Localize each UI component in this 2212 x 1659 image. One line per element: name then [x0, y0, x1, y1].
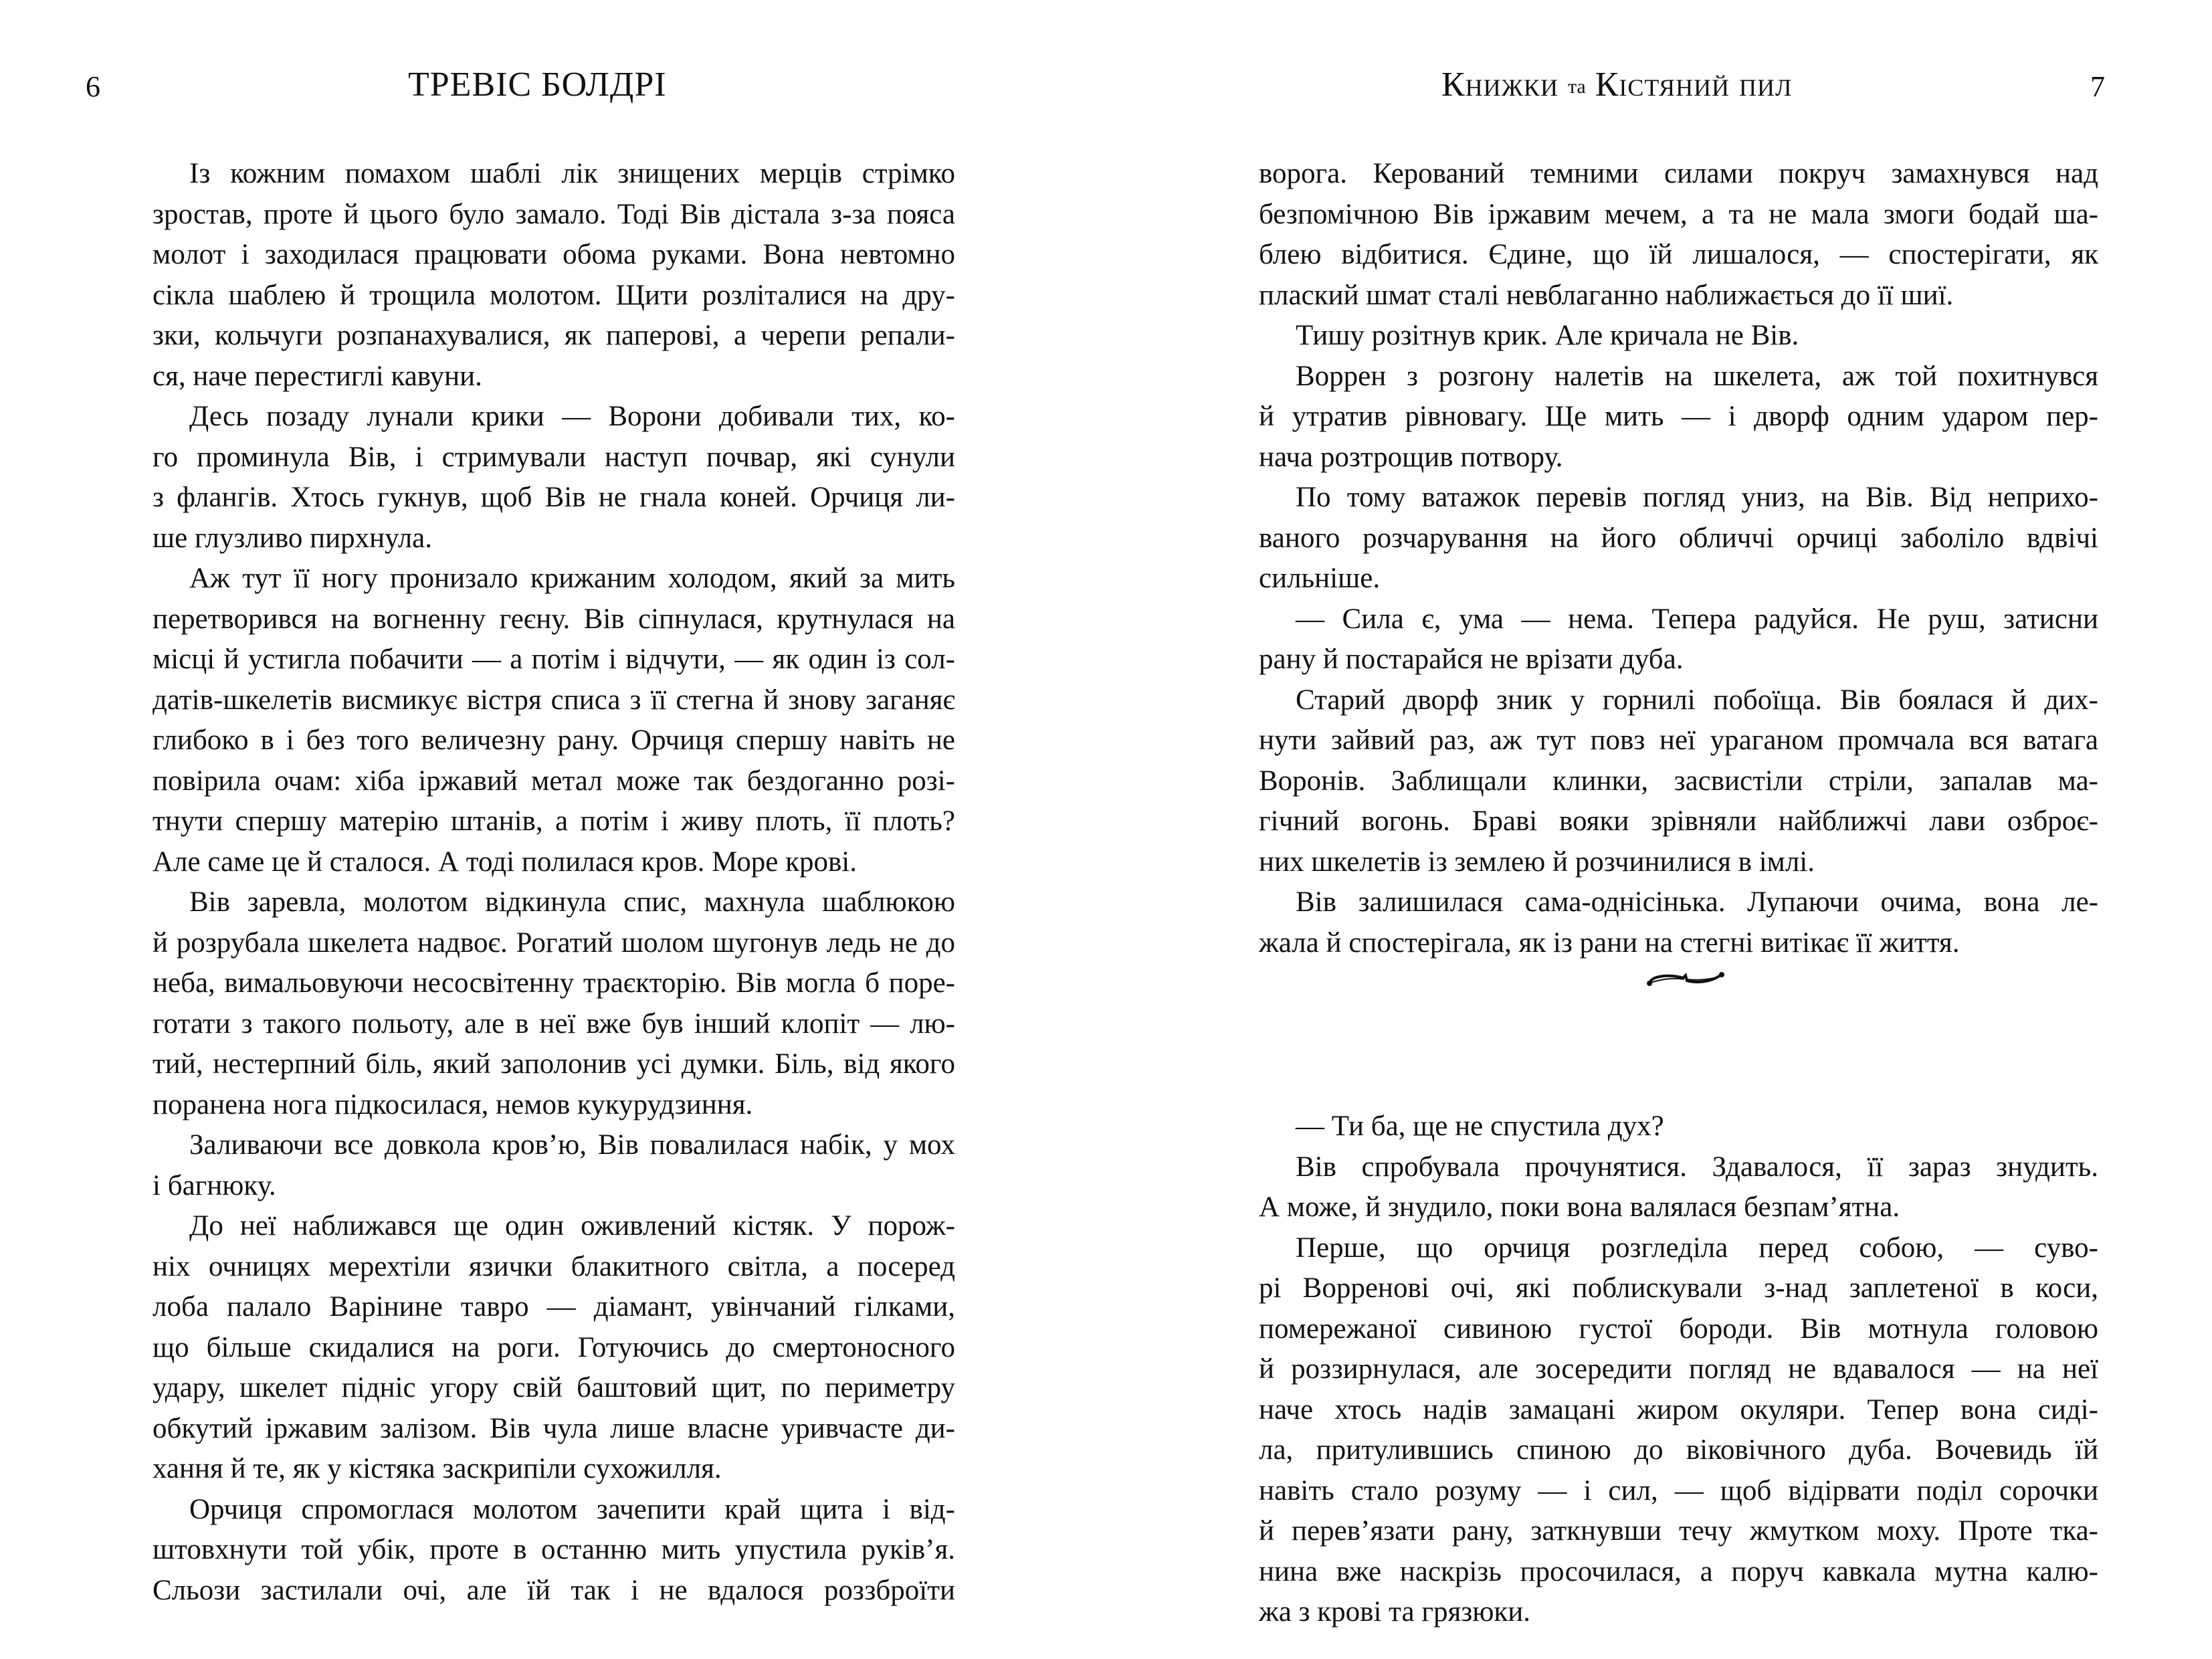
right-body-text-after-break: [1259, 1106, 2098, 1633]
text-line: безпомічною Вів іржавим мечем, а та не мала змоги бодай ша-: [1259, 198, 2098, 230]
text-line: нина вже наскрізь просочилася, а поруч кавкала мутна калю-: [1259, 1555, 2098, 1587]
text-line: тий, нестерпний біль, який заполонив усі думки. Біль, від якого: [153, 1048, 955, 1080]
text-line: Воррен з розгону налетів на шкелета, аж той похитнувся: [1296, 360, 2098, 392]
right-page: [1106, 0, 2212, 1659]
text-line: навіть стало розуму — і сил, — щоб відірвати поділ сорочки: [1259, 1474, 2098, 1506]
text-line: неба, вимальовуючи несосвітенну траєкторію. Вів могла б поре-: [153, 967, 955, 999]
text-line: удару, шкелет підніс угору свій баштовий щит, по периметру: [153, 1372, 955, 1403]
text-line: Тишу розітнув крик. Але кричала не Вів.: [1296, 320, 1799, 351]
text-line: Заливаючи все довкола кров’ю, Вів повалилася набік, у мох: [189, 1129, 955, 1161]
text-line: ше глузливо пирхнула.: [153, 522, 433, 554]
text-line: го проминула Вів, і стримували наступ почвар, які сунули: [153, 441, 955, 473]
text-line: нути зайвий раз, аж тут повз неї ураганом промчала вся ватага: [1259, 724, 2098, 756]
right-body-text-before-break: [1259, 154, 2098, 963]
text-line: й розрубала шкелета надвоє. Рогатий шолом шугонув ледь не до: [153, 926, 955, 959]
text-line: молот і заходилася працювати обома руками. Вона невтомно: [153, 239, 955, 270]
text-line: місці й устигла побачити — а потім і відчути, — як один із сол-: [153, 644, 955, 675]
text-line: і багнюку.: [153, 1169, 276, 1201]
text-line: штовхнути той убік, проте в останню мить упустила руків’я.: [153, 1534, 955, 1565]
text-line: Сльози застилали очі, але їй так і не вдалося роззброїти: [153, 1574, 955, 1606]
text-line: Вів залишилася сама-однісінька. Лупаючи очима, вона ле-: [1296, 886, 2098, 918]
text-line: жа з крові та грязюки.: [1259, 1596, 1531, 1628]
text-line: рі Ворренові очі, які поблискували з-над заплетеної в коси,: [1259, 1272, 2098, 1304]
text-line: й перев’язати рану, заткнувши течу жмутком моху. Проте тка-: [1259, 1515, 2098, 1547]
text-line: Перше, що орчиця розгледіла перед собою, — суво-: [1296, 1232, 2098, 1264]
text-line: лоба палало Варінине тавро — діамант, увінчаний гілками,: [153, 1291, 955, 1323]
text-line: Аж тут її ногу пронизало крижаним холодом, який за мить: [189, 563, 955, 594]
text-line: тнути спершу матерію штанів, а потім і живу плоть, її плоть?: [153, 805, 955, 837]
text-line: з флангів. Хтось гукнув, щоб Вів не гнала коней. Орчиця ли-: [153, 482, 955, 513]
page-number-right: 7: [2090, 70, 2105, 103]
text-line: рану й постарайся не врізати дуба.: [1259, 644, 1684, 675]
running-head-title-connector: та: [1567, 76, 1586, 98]
text-line: Старий дворф зник у горнилі побоїща. Вів боялася й дих-: [1296, 684, 2098, 716]
text-line: перетворився на вогненну геєну. Вів сіпнулася, крутнулася на: [153, 603, 955, 635]
running-head-title: [1441, 62, 1792, 110]
running-head-author: ТРЕВІС БОЛДРІ: [408, 66, 667, 104]
text-line: зростав, проте й цього було замало. Тоді Вів дістала з-за пояса: [153, 198, 955, 230]
text-line: А може, й знудило, поки вона валялася безпам’ятна.: [1259, 1191, 1900, 1223]
text-line: зки, кольчуги розпанахувалися, як паперові, а черепи репали-: [153, 320, 955, 351]
text-line: ворога. Керований темними силами покруч замахнувся над: [1259, 158, 2098, 189]
text-line: ла, притулившись спиною до віковічного дуба. Вочевидь їй: [1259, 1434, 2098, 1466]
running-head-title-part2: Кістяний пил: [1595, 66, 1793, 104]
text-line: Орчиця спромоглася молотом зачепити край щита і від-: [189, 1493, 955, 1525]
fleuron-ornament-icon: [1644, 969, 1727, 989]
text-line: сильніше.: [1259, 563, 1381, 594]
text-line: Воронів. Заблищали клинки, засвистіли стріли, запалав ма-: [1259, 765, 2098, 797]
text-line: нача розтрощив потвору.: [1259, 441, 1563, 473]
text-line: ніх очницях мерехтіли язички блакитного світла, а посеред: [153, 1250, 955, 1282]
text-line: жала й спостерігала, як із рани на стегні витікає її життя.: [1259, 926, 1960, 959]
text-line: поранена нога підкосилася, немов кукурудзиння.: [153, 1088, 753, 1120]
text-line: наче хтось надів замацані жиром окуляри. Тепер вона сиді-: [1259, 1393, 2098, 1426]
text-line: До неї наближався ще один оживлений кістяк. У порож-: [189, 1210, 955, 1242]
text-line: датів-шкелетів висмикує вістря списа з її стегна й знову заганяє: [153, 684, 955, 716]
text-line: Але саме це й сталося. А тоді полилася кров. Море крові.: [153, 846, 857, 878]
text-line: що більше скидалися на роги. Готуючись до смертоносного: [153, 1331, 955, 1363]
text-line: блею відбитися. Єдине, що їй лишалося, — спостерігати, як: [1259, 239, 2098, 270]
page-number-left: 6: [86, 70, 100, 103]
text-line: глибоко в і без того величезну рану. Орчиця спершу навіть не: [153, 724, 955, 756]
text-line: Із кожним помахом шаблі лік знищених мерців стрімко: [189, 158, 955, 189]
text-line: сікла шаблею й трощила молотом. Щити розліталися на дру-: [153, 279, 955, 311]
text-line: — Сила є, ума — нема. Тепера радуйся. Не руш, затисни: [1296, 603, 2098, 635]
text-line: Вів спробувала прочунятися. Здавалося, її зараз знудить.: [1296, 1151, 2098, 1183]
text-line: обкутий іржавим залізом. Вів чула лише власне уривчасте ди-: [153, 1412, 955, 1444]
text-line: плаский шмат сталі невблаганно наближається до її шиї.: [1259, 279, 1954, 311]
text-line: них шкелетів із землею й розчинилися в імлі.: [1259, 846, 1815, 878]
running-head-title-part1: Книжки: [1441, 66, 1559, 104]
text-line: повірила очам: хіба іржавий метал може так бездоганно розі-: [153, 765, 955, 797]
text-line: й роззирнулася, але зосередити погляд не вдавалося — на неї: [1259, 1353, 2098, 1385]
text-line: ся, наче перестиглі кавуни.: [153, 360, 482, 392]
text-line: Вів заревла, молотом відкинула спис, махнула шаблюкою: [189, 886, 955, 918]
text-line: Десь позаду лунали крики — Ворони добивали тих, ко-: [189, 401, 955, 432]
text-line: гічний вогонь. Браві вояки зрівняли найближчі лави озброє-: [1259, 805, 2098, 837]
text-line: хання й те, як у кістяка заскрипіли сухожилля.: [153, 1453, 722, 1484]
text-line: й утратив рівновагу. Ще мить — і дворф одним ударом пер-: [1259, 401, 2098, 432]
text-line: ваного розчарування на його обличчі орчиці заболіло вдвічі: [1259, 522, 2098, 554]
text-line: — Ти ба, ще не спустила дух?: [1296, 1110, 1664, 1142]
text-line: готати з такого польоту, але в неї вже був інший клопіт — лю-: [153, 1007, 955, 1040]
left-body-text: [153, 154, 955, 1611]
text-line: По тому ватажок перевів погляд униз, на Вів. Від неприхо-: [1296, 482, 2098, 513]
text-line: помережаної сивиною густої бороди. Вів мотнула головою: [1259, 1312, 2098, 1345]
